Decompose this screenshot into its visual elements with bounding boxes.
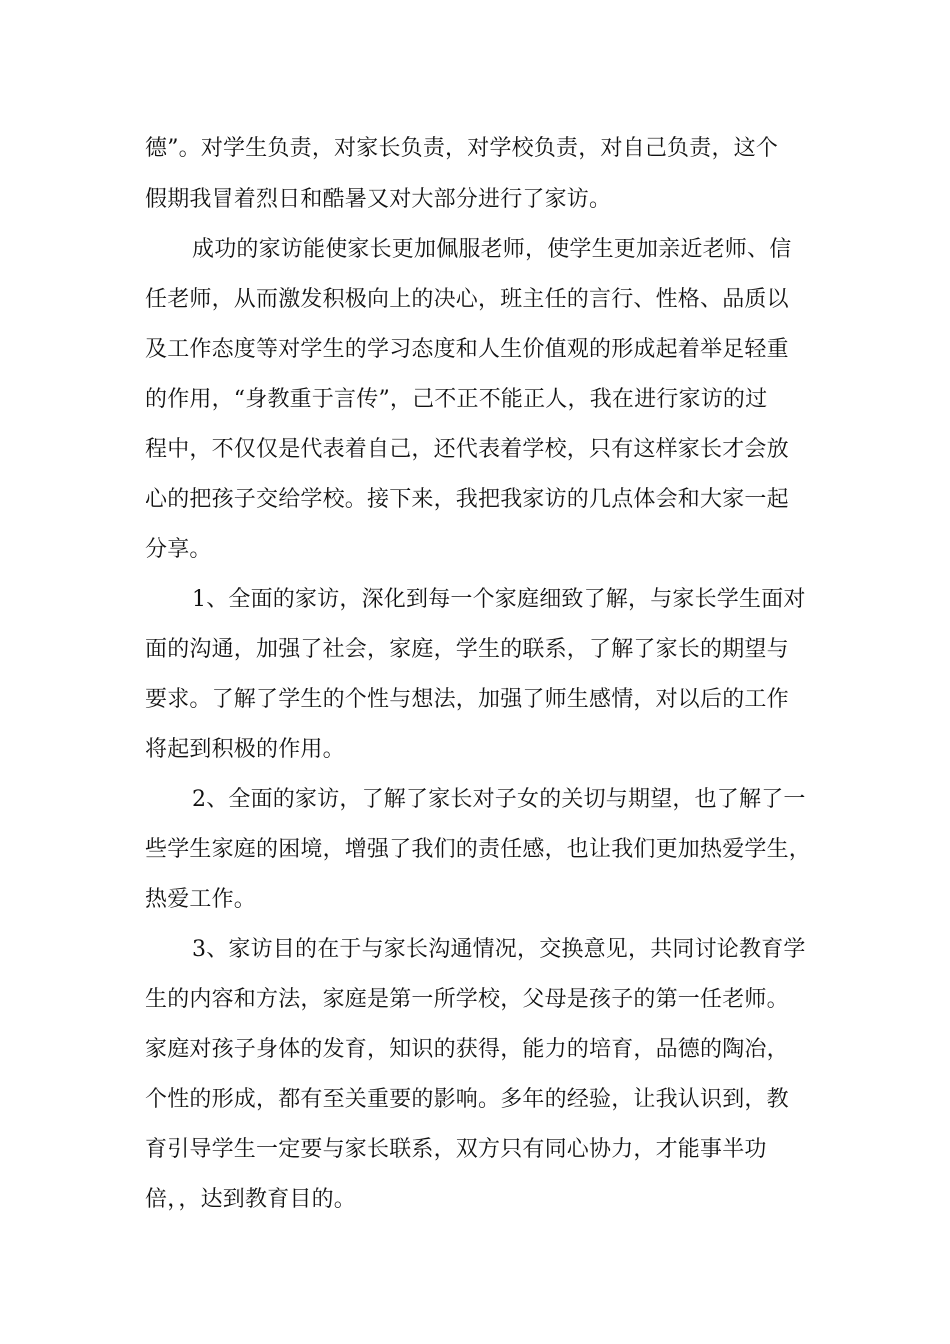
text-line: 假期我冒着烈日和酷暑又对大部分进行了家访。 xyxy=(145,187,612,212)
paragraph-start-line: 3、家访目的在于与家长沟通情况，交换意见，共同讨论教育学 xyxy=(192,937,806,962)
text-line: 及工作态度等对学生的学习态度和人生价值观的形成起着举足轻重 xyxy=(145,337,789,362)
text-line: 热爱工作。 xyxy=(145,887,257,912)
text-line: 家庭对孩子身体的发育，知识的获得，能力的培育，品德的陶冶， xyxy=(145,1037,789,1062)
paragraph-start-line: 成功的家访能使家长更加佩服老师，使学生更加亲近老师、信 xyxy=(192,237,792,262)
text-line: 程中，不仅仅是代表着自己，还代表着学校，只有这样家长才会放 xyxy=(145,437,789,462)
text-line: 分享。 xyxy=(145,537,212,562)
text-line: 个性的形成，都有至关重要的影响。多年的经验，让我认识到，教 xyxy=(145,1087,789,1112)
paragraph-start-line: 1、全面的家访，深化到每一个家庭细致了解，与家长学生面对 xyxy=(192,587,806,612)
text-line: 的作用，“身教重于言传”，己不正不能正人，我在进行家访的过 xyxy=(145,387,768,412)
text-line: 育引导学生一定要与家长联系，双方只有同心协力，才能事半功 xyxy=(145,1137,767,1162)
paragraph-start-line: 2、全面的家访，了解了家长对子女的关切与期望，也了解了一 xyxy=(192,787,806,812)
text-line: 要求。了解了学生的个性与想法，加强了师生感情，对以后的工作 xyxy=(145,687,789,712)
text-line: 任老师，从而激发积极向上的决心，班主任的言行、性格、品质以 xyxy=(145,287,789,312)
text-line: 将起到积极的作用。 xyxy=(145,737,345,762)
text-line: 倍，，达到教育目的。 xyxy=(145,1187,357,1212)
text-line: 生的内容和方法，家庭是第一所学校，父母是孩子的第一任老师。 xyxy=(145,987,789,1012)
text-line: 些学生家庭的困境，增强了我们的责任感，也让我们更加热爱学生， xyxy=(145,837,812,862)
text-line: 德”。对学生负责，对家长负责，对学校负责，对自己负责，这个 xyxy=(145,136,779,161)
text-line: 心的把孩子交给学校。接下来，我把我家访的几点体会和大家一起 xyxy=(145,487,789,512)
text-line: 面的沟通，加强了社会，家庭，学生的联系，了解了家长的期望与 xyxy=(145,637,789,662)
